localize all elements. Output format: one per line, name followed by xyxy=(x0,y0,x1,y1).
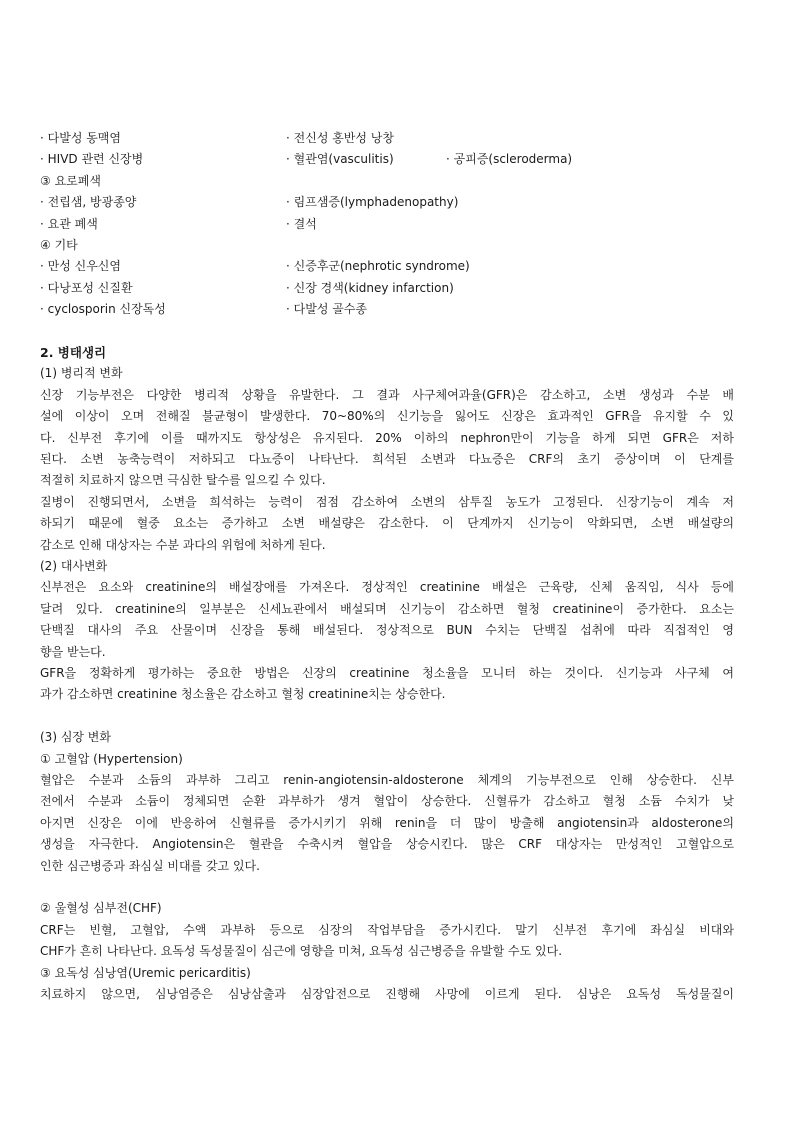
paragraph xyxy=(40,492,734,556)
cause-item: · 전신성 홍반성 낭창 xyxy=(286,131,394,145)
spacer xyxy=(40,706,734,727)
text-line: 향을 받는다. xyxy=(40,644,106,659)
text-line: 치료하지 않으면, 심낭염증은 심낭삼출과 심장압전으로 진행해 사망에 이르게 된다. 심낭은 요독성 독성물질이 xyxy=(40,986,734,1001)
paragraph xyxy=(40,984,734,1005)
item-heading: ② 울혈성 심부전(CHF) xyxy=(40,901,162,916)
cause-row xyxy=(40,128,734,149)
paragraph xyxy=(40,577,734,663)
text-line: CRF는 빈혈, 고혈압, 수액 과부하 등으로 심장의 작업부담을 증가시킨다. 말기 신부전 후기에 좌심실 비대와 xyxy=(40,922,734,937)
text-line: 아지면 신장은 이에 반응하여 신혈류를 증가시키기 위해 renin을 더 많이 방출해 angiotensin과 aldosterone의 xyxy=(40,815,734,830)
cause-row xyxy=(40,256,734,277)
cause-item: · 림프샘증(lymphadenopathy) xyxy=(286,195,459,210)
text-line: 신부전은 요소와 creatinine의 배설장애를 가져온다. 정상적인 creatinine 배설은 근육량, 신체 움직임, 식사 등에 xyxy=(40,580,734,595)
cause-item: · 다발성 골수종 xyxy=(286,302,367,317)
cause-row xyxy=(40,149,734,170)
cause-item: · 다발성 동맥염 xyxy=(40,131,121,145)
paragraph xyxy=(40,385,734,492)
section-title: 2. 병태생리 xyxy=(40,344,107,360)
subsection-heading: (1) 병리적 변화 xyxy=(40,366,123,381)
cause-item: · 전립샘, 방광종양 xyxy=(40,195,137,210)
cause-item: · cyclosporin 신장독성 xyxy=(40,302,166,317)
cause-item: · 만성 신우신염 xyxy=(40,259,121,274)
document-page xyxy=(40,128,734,1005)
text-line: 신장 기능부전은 다양한 병리적 상황을 유발한다. 그 결과 사구체여과율(GFR)은 감소하고, 소변 생성과 수분 배 xyxy=(40,387,734,402)
paragraph xyxy=(40,920,734,963)
text-line: 생성을 자극한다. Angiotensin은 혈관을 수축시켜 혈압을 상승시킨다. 많은 CRF 대상자는 만성적인 고혈압으로 xyxy=(40,837,734,852)
text-line: 질병이 진행되면서, 소변을 희석하는 능력이 점점 감소하여 소변의 삼투질 농도가 고정된다. 신장기능이 계속 저 xyxy=(40,494,734,509)
cause-item: · 다낭포성 신질환 xyxy=(40,280,133,295)
text-line: 다. 신부전 후기에 이를 때까지도 항상성은 유지된다. 20% 이하의 nephron만이 기능을 하게 되면 GFR은 저하 xyxy=(40,430,734,445)
subsection-heading: (2) 대사변화 xyxy=(40,558,108,573)
cause-item: · 신장 경색(kidney infarction) xyxy=(286,280,454,295)
text-line: 하되기 때문에 혈중 요소는 증가하고 소변 배설량은 감소한다. 이 단계까지 신기능이 악화되면, 소변 배설량의 xyxy=(40,516,734,531)
cause-item: · 혈관염(vasculitis) xyxy=(286,152,394,167)
cause-item: · 결석 xyxy=(286,216,317,231)
cause-row xyxy=(40,278,734,299)
paragraph xyxy=(40,770,734,877)
text-line: 과가 감소하면 creatinine 청소율은 감소하고 혈청 creatinine치는 상승한다. xyxy=(40,687,446,702)
text-line: 혈압은 수분과 소듐의 과부하 그리고 renin-angiotensin-aldosterone 체계의 기능부전으로 인해 상승한다. 신부 xyxy=(40,772,734,787)
cause-item: · 요관 폐색 xyxy=(40,216,98,231)
text-line: CHF가 흔히 나타난다. 요독성 독성물질이 심근에 영향을 미쳐, 요독성 심근병증을 유발할 수도 있다. xyxy=(40,944,563,959)
paragraph xyxy=(40,663,734,706)
other-heading: ④ 기타 xyxy=(40,237,78,252)
spacer xyxy=(40,877,734,898)
text-line: GFR을 정확하게 평가하는 중요한 방법은 신장의 creatinine 청소율을 모니터 하는 것이다. 신기능과 사구체 여 xyxy=(40,665,734,680)
text-line: 된다. 소변 농축능력이 저하되고 다뇨증이 나타난다. 희석된 소변과 다뇨증은 CRF의 초기 증상이며 이 단계를 xyxy=(40,451,734,466)
subsection-heading: (3) 심장 변화 xyxy=(40,730,111,745)
obstruction-heading: ③ 요로폐색 xyxy=(40,173,101,188)
text-line: 인한 심근병증과 좌심실 비대를 갖고 있다. xyxy=(40,858,260,873)
item-heading: ① 고혈압 (Hypertension) xyxy=(40,751,183,766)
cause-row xyxy=(40,299,734,320)
cause-item: · 신증후군(nephrotic syndrome) xyxy=(286,259,470,274)
text-line: 전에서 수분과 소듐이 정체되면 순환 과부하가 생겨 혈압이 상승한다. 신혈류가 감소하고 혈청 소듐 수치가 낮 xyxy=(40,794,734,809)
spacer xyxy=(40,321,734,342)
text-line: 감소로 인해 대상자는 수분 과다의 위험에 처하게 된다. xyxy=(40,537,326,552)
text-line: 단백질 대사의 주요 산물이며 신장을 통해 배설된다. 정상적으로 BUN 수치는 단백질 섭취에 따라 직접적인 영 xyxy=(40,623,734,638)
cause-item: · 공피증(scleroderma) xyxy=(446,152,573,167)
text-line: 설에 이상이 오며 전해질 불균형이 발생한다. 70~80%의 신기능을 잃어도 신장은 효과적인 GFR을 유지할 수 있 xyxy=(40,409,734,424)
text-line: 달려 있다. creatinine의 일부분은 신세뇨관에서 배설되며 신기능이 감소하면 혈청 creatinine이 증가한다. 요소는 xyxy=(40,601,734,616)
cause-item: · HIVD 관련 신장병 xyxy=(40,152,144,167)
cause-row xyxy=(40,192,734,213)
item-heading: ③ 요독성 심낭염(Uremic pericarditis) xyxy=(40,965,251,980)
cause-row xyxy=(40,214,734,235)
text-line: 적절히 치료하지 않으면 극심한 탈수를 일으킬 수 있다. xyxy=(40,473,326,488)
